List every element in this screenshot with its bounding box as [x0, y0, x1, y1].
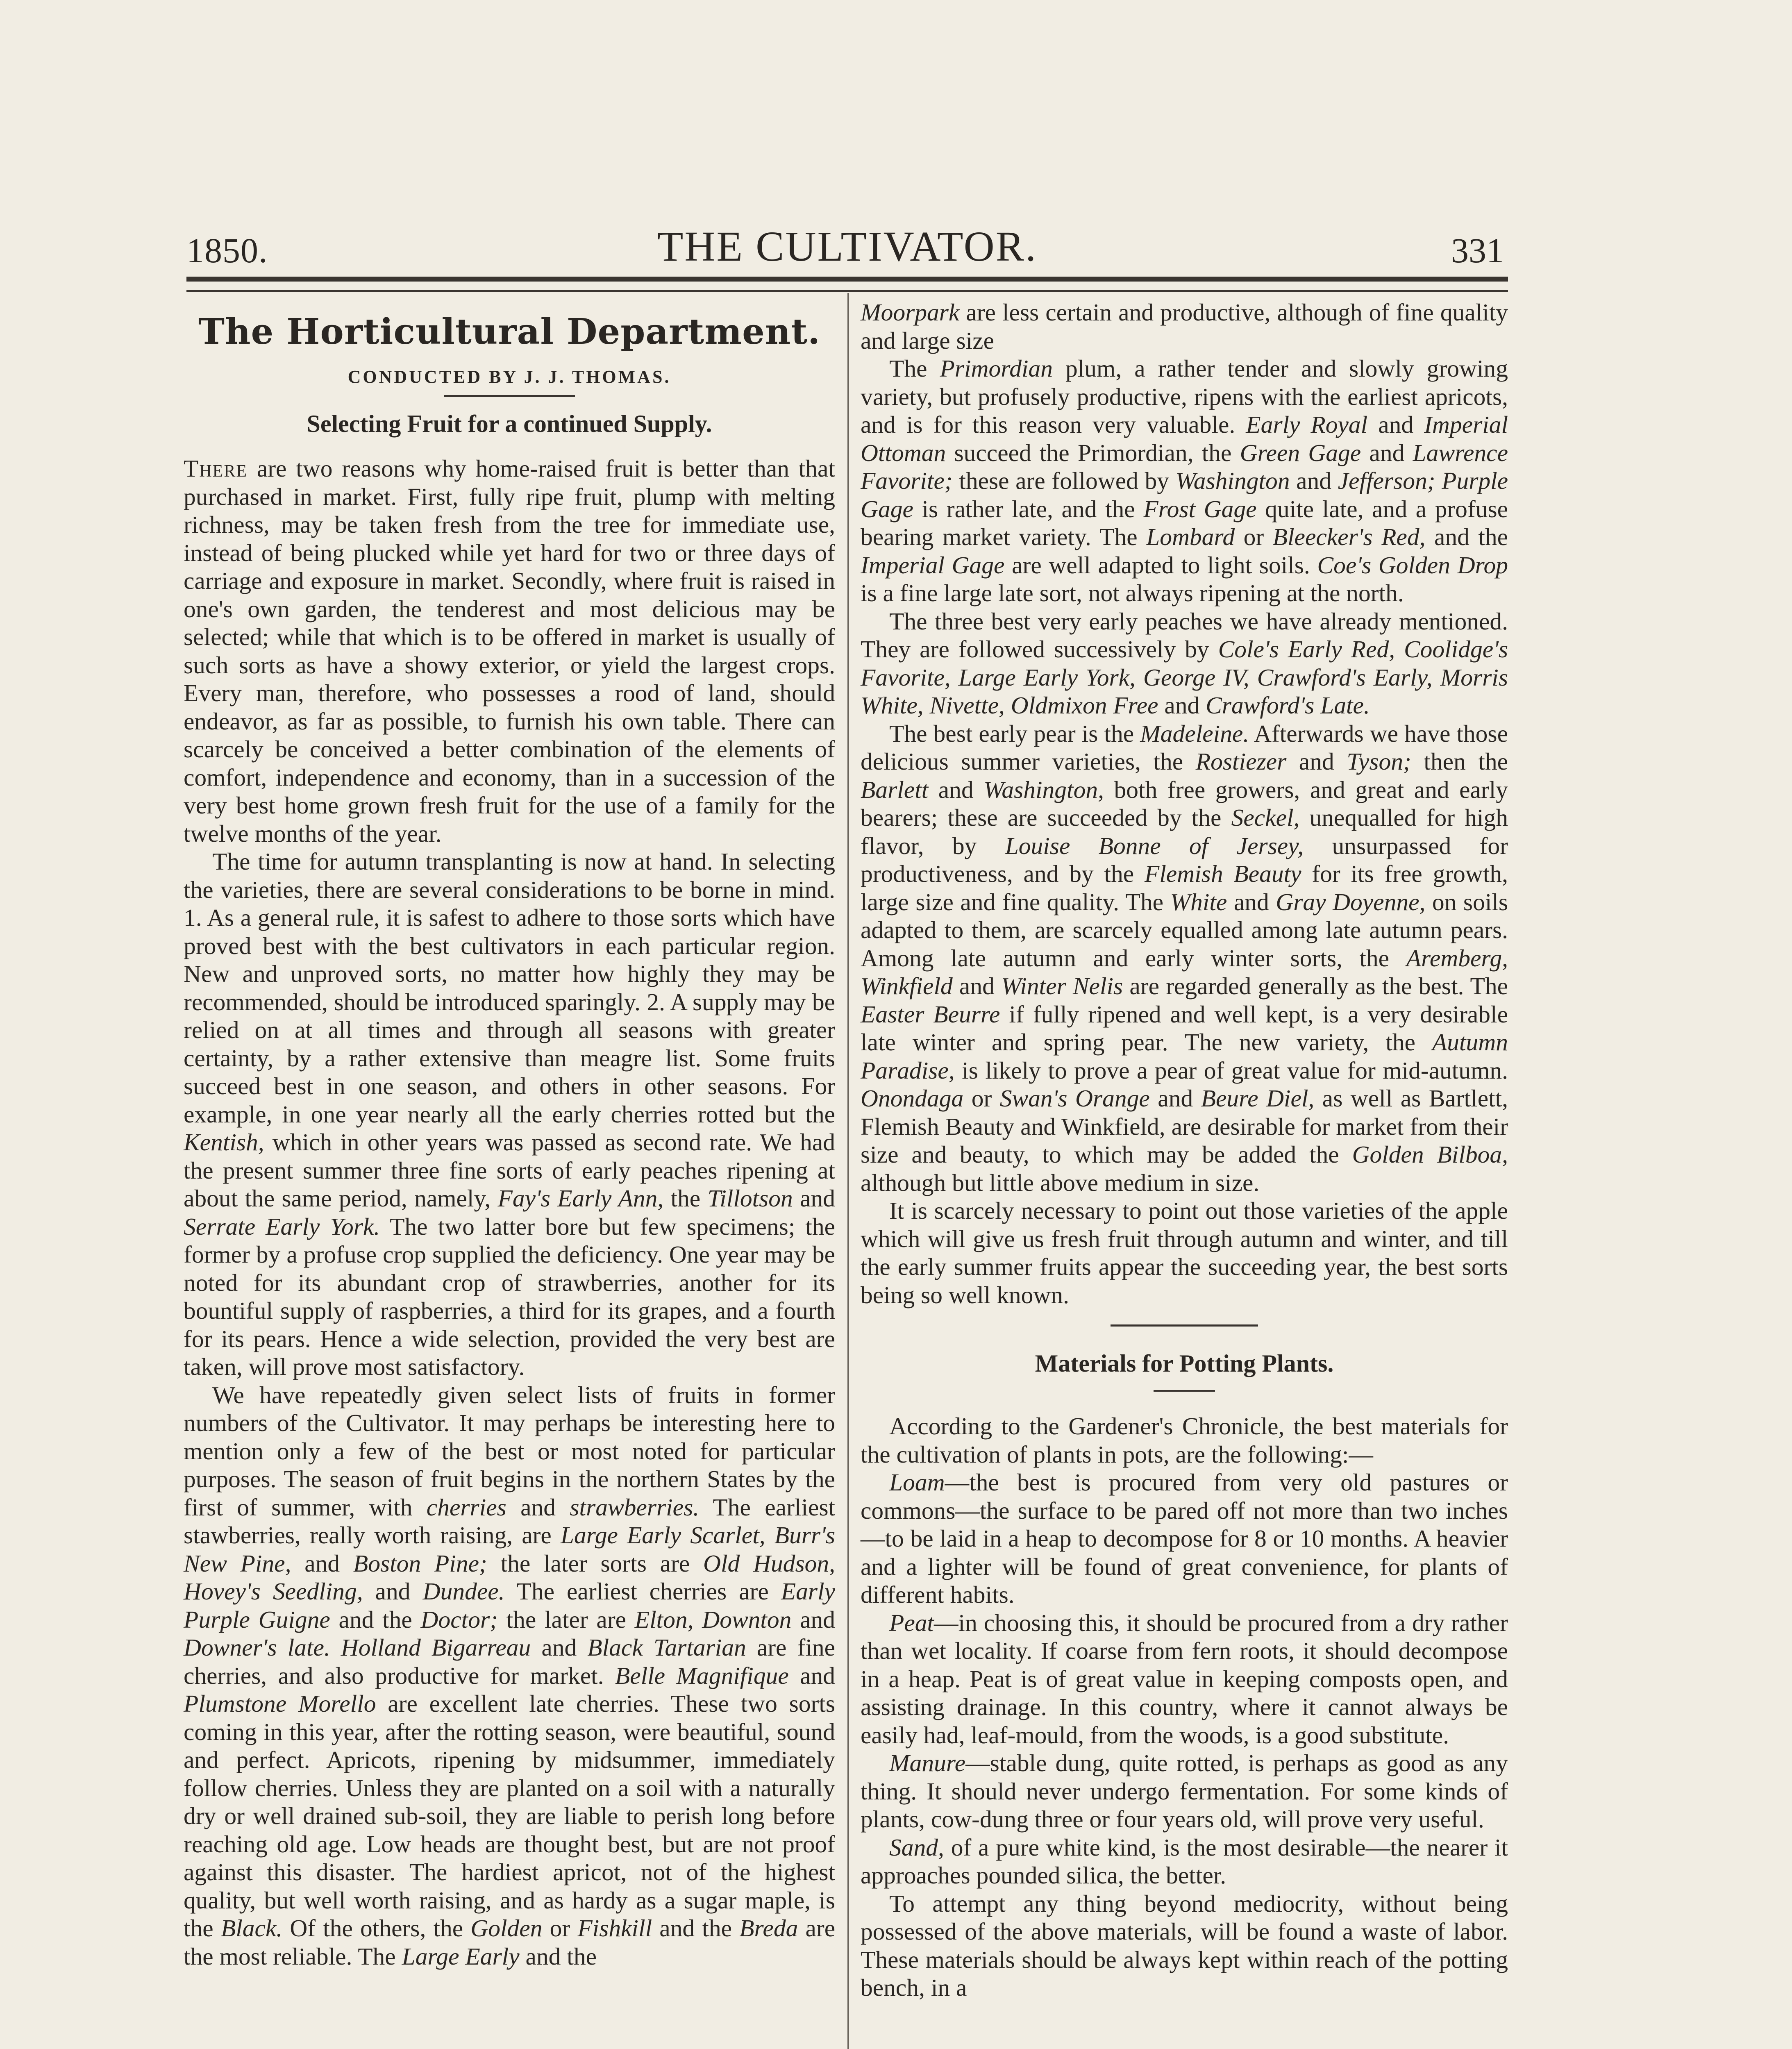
paragraph: We have repeatedly given select lists of fruits in former numbers of the Cultivator. It may perhaps be interesting here to mention only a few of the best or most noted for particular purposes. The season of fruit begins in the northern States by the first of summer, with cherries and strawberries. The earliest stawberries, really worth raising, are Large Early Scarlet, Burr's New Pine, and Boston Pine; the later sorts are Old Hudson, Hovey's Seedling, and Dundee. The earliest cherries are Early Purple Guigne and the Doctor; the later are Elton, Downton and Downer's late. Holland Bigarreau and Black Tartarian are fine cherries, and also productive for market. Belle Magnifique and Plumstone Morello are excellent late cherries. These two sorts coming in this year, after the rotting season, were beautiful, sound and perfect. Apricots, ripening by midsummer, immediately follow cherries. Unless they are planted on a soil with a naturally dry or well drained sub-soil, they are liable to perish long before reaching old age. Low heads are thought best, but are not proof against this disaster. The hardiest apricot, not of the highest quality, but well worth raising, and as hardy as a sugar maple, is the Black. Of the others, the Golden or Fishkill and the Breda are the most reliable. The Large Early and the — [184, 1381, 836, 1970]
paragraph: The time for autumn transplanting is now at hand. In selecting the varieties, there are several considerations to be borne in mind. 1. As a general rule, it is safest to adhere to those sorts which have proved best with the best cultivators in each particular region. New and unproved sorts, no matter how highly they may be recommended, should be introduced sparingly. 2. A supply may be relied on at all times and through all seasons with greater certainty, by a rather extensive than meagre list. Some fruits succeed best in one season, and others in other seasons. For example, in one year nearly all the early cherries rotted but the Kentish, which in other years was passed as second rate. We had the present summer three fine sorts of early peaches ripening at about the same period, namely, Fay's Early Ann, the Tillotson and Serrate Early York. The two latter bore but few specimens; the former by a profuse crop supplied the deficiency. One year may be noted for its abundant crop of strawberries, another for its bountiful supply of raspberries, a third for its grapes, and a fourth for its pears. Hence a wide selection, provided the very best are taken, will prove most satisfactory. — [184, 848, 835, 1380]
paragraph: Manure—stable dung, quite rotted, is perhaps as good as any thing. It should never undergo fermentation. For some kinds of plants, cow-dung three or four years old, will prove very useful. — [861, 1749, 1508, 1833]
conducted-by: CONDUCTED BY J. J. THOMAS. — [347, 367, 671, 387]
header-title: THE CULTIVATOR. — [657, 223, 1038, 270]
paragraph: The Primordian plum, a rather tender and slowly growing variety, but profusely productive, ripens with the earliest apricots, and is for this reason very valuable. Early Royal and Imperial Ottoman succeed the Primordian, the Green Gage and Lawrence Favorite; these are followed by Washington and Jefferson; Purple Gage is rather late, and the Frost Gage quite late, and a profuse bearing market variety. The Lombard or Bleecker's Red, and the Imperial Gage are well adapted to light soils. Coe's Golden Drop is a fine large late sort, not always ripening at the north. — [861, 355, 1508, 607]
left-column — [184, 295, 835, 1970]
short-rule — [444, 395, 575, 397]
paragraph: The best early pear is the Madeleine. Afterwards we have those delicious summer varieties, the Rostiezer and Tyson; then the Barlett and Washington, both free growers, and great and early bearers; these are succeeded by the Seckel, unequalled for high flavor, by Louise Bonne of Jersey, unsurpassed for productiveness, and by the Flemish Beauty for its free growth, large size and fine quality. The White and Gray Doyenne, on soils adapted to them, are scarcely equalled among late autumn pears. Among late autumn and early winter sorts, the Aremberg, Winkfield and Winter Nelis are regarded generally as the best. The Easter Beurre if fully ripened and well kept, is a very desirable late winter and spring pear. The new variety, the Autumn Paradise, is likely to prove a pear of great value for mid-autumn. Onondaga or Swan's Orange and Beure Diel, as well as Bartlett, Flemish Beauty and Winkfield, are desirable for market from their size and beauty, to which may be added the Golden Bilboa, although but little above medium in size. — [861, 720, 1508, 1196]
header-year: 1850. — [186, 231, 268, 270]
paragraph: Loam—the best is procured from very old pastures or commons—the surface to be pared off not more than two inches—to be laid in a heap to decompose for 8 or 10 months. A heavier and a lighter will be found of great convenience, for plants of different habits. — [861, 1469, 1508, 1608]
section-rule — [1111, 1324, 1258, 1327]
article-title: Selecting Fruit for a continued Supply. — [307, 410, 712, 437]
short-rule — [1154, 1390, 1215, 1392]
page-number: 331 — [1451, 231, 1504, 270]
paragraph: Peat—in choosing this, it should be procured from a dry rather than wet locality. If coarse from fern roots, it should decompose in a heap. Peat is of great value in keeping composts open, and assisting drainage. In this country, where it cannot always be easily had, leaf-mould, from the woods, is a good substitute. — [861, 1609, 1508, 1749]
header-rule — [186, 290, 1508, 292]
paragraph: There are two reasons why home-raised fruit is better than that purchased in market. First, fully ripe fruit, plump with melting richness, may be taken fresh from the tree for immediate use, instead of being plucked while yet hard for two or three days of carriage and exposure in market. Secondly, where fruit is raised in one's own garden, the tenderest and most delicious may be selected; while that which is to be offered in market is usually of such sorts as have a showy exterior, or yield the largest crops. Every man, therefore, who possesses a rood of land, should endeavor, as far as possible, to furnish his own table. There can scarcely be conceived a better combination of the elements of comfort, independence and economy, than in a succession of the very best home grown fresh fruit for the use of a family for the twelve months of the year. — [184, 455, 835, 847]
article-title: Materials for Potting Plants. — [1035, 1350, 1334, 1377]
right-column — [861, 298, 1508, 2002]
paragraph: According to the Gardener's Chronicle, the best materials for the cultivation of plants in pots, are the following:— — [861, 1413, 1508, 1468]
department-title: The Horticultural Department. — [198, 311, 821, 352]
paragraph: Sand, of a pure white kind, is the most desirable—the nearer it approaches pounded silica, the better. — [861, 1833, 1508, 1889]
paragraph: To attempt any thing beyond mediocrity, without being possessed of the above materials, will be found a waste of labor. These materials should be always kept within reach of the potting bench, in a — [861, 1890, 1508, 2001]
paragraph: Moorpark are less certain and productive, although of fine quality and large size — [861, 299, 1508, 354]
running-head — [186, 207, 1508, 282]
column-divider — [847, 293, 849, 2049]
paragraph: It is scarcely necessary to point out those varieties of the apple which will give us fresh fruit through autumn and winter, and till the early summer fruits appear the succeeding year, the best sorts being so well known. — [861, 1197, 1508, 1308]
paragraph: The three best very early peaches we have already mentioned. They are followed successively by Cole's Early Red, Coolidge's Favorite, Large Early York, George IV, Crawford's Early, Morris White, Nivette, Oldmixon Free and Crawford's Late. — [861, 607, 1508, 719]
